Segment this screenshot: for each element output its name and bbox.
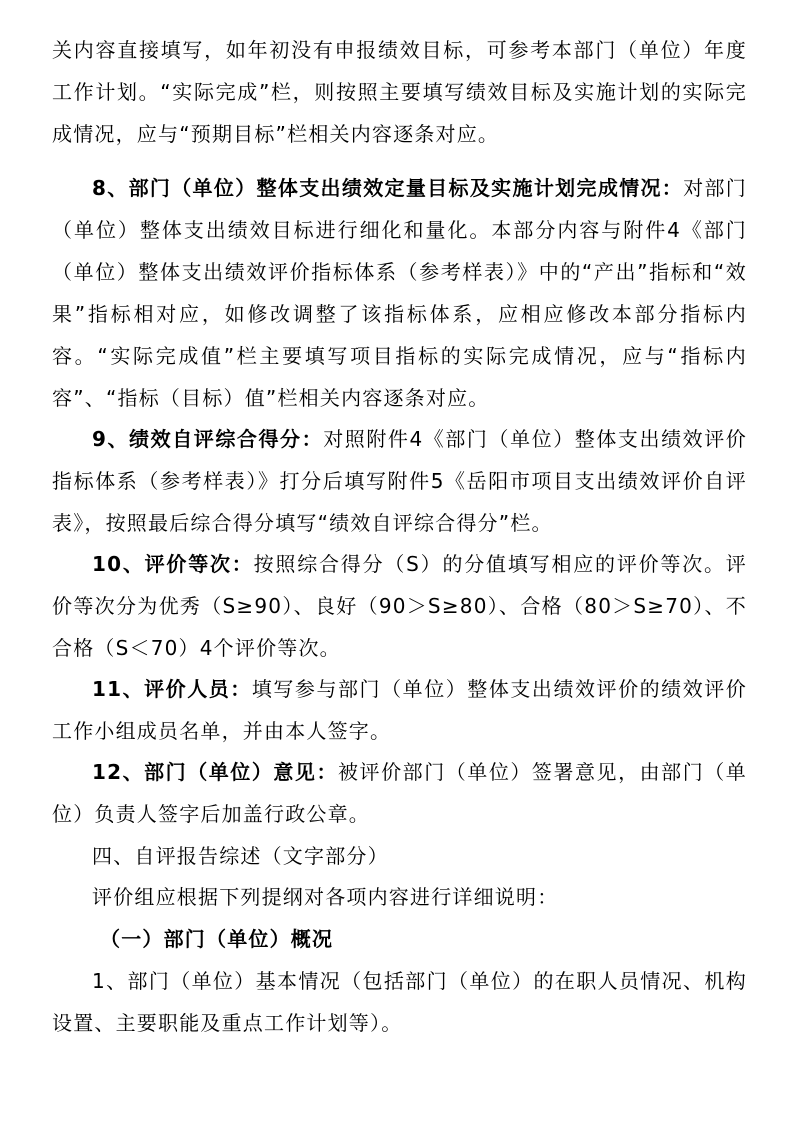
paragraph-item-12 <box>52 751 747 835</box>
item-11-text: 填写参与部门（单位）整体支出绩效评价的绩效评价工作小组成员名单，并由本人签字。 <box>52 677 747 743</box>
item-10-heading: 10、评价等次： <box>92 552 254 576</box>
section-4-heading <box>52 835 747 877</box>
paragraph-item-11 <box>52 668 747 752</box>
subsection-1-heading <box>52 918 747 960</box>
item-1-text: 1、部门（单位）基本情况（包括部门（单位）的在职人员情况、机构设置、主要职能及重点工作计划等）。 <box>52 969 747 1035</box>
section-4-title: 四、自评报告综述（文字部分） <box>92 844 389 868</box>
item-12-text: 被评价部门（单位）签署意见，由部门（单位）负责人签字后加盖行政公章。 <box>52 760 747 826</box>
item-8-heading: 8、部门（单位）整体支出绩效定量目标及实施计划完成情况： <box>92 176 684 200</box>
subsection-1-title: （一）部门（单位）概况 <box>100 927 334 951</box>
item-10-text: 按照综合得分（S）的分值填写相应的评价等次。评价等次分为优秀（S≥90）、良好（90＞S≥80）、合格（80＞S≥70）、不合格（S＜70）4个评价等次。 <box>52 552 748 660</box>
paragraph-item-1 <box>52 960 747 1044</box>
item-12-heading: 12、部门（单位）意见： <box>92 760 339 784</box>
item-9-heading: 9、绩效自评综合得分： <box>92 427 324 451</box>
paragraph-item-9 <box>52 418 747 544</box>
paragraph-item-8 <box>52 167 747 419</box>
item-11-heading: 11、评价人员： <box>92 677 252 701</box>
item-9-text: 对照附件4《部门（单位）整体支出绩效评价指标体系（参考样表）》打分后填写附件5《岳阳市项目支出绩效评价自评表》，按照最后综合得分填写“绩效自评综合得分”栏。 <box>52 427 747 535</box>
paragraph-text: 关内容直接填写，如年初没有申报绩效目标，可参考本部门（单位）年度工作计划。“实际完成”栏，则按照主要填写绩效目标及实施计划的实际完成情况，应与“预期目标”栏相关内容逐条对应。 <box>52 38 747 146</box>
paragraph-continuation <box>52 29 747 155</box>
paragraph-item-10 <box>52 543 747 669</box>
paragraph-intro <box>52 876 747 918</box>
intro-text: 评价组应根据下列提纲对各项内容进行详细说明： <box>92 885 559 909</box>
item-8-text: 对部门（单位）整体支出绩效目标进行细化和量化。本部分内容与附件4《部门（单位）整体支出绩效评价指标体系（参考样表）》中的“产出”指标和“效果”指标相对应，如修改调整了该指标体系，应相应修改本部分指标内容。“实际完成值”栏主要填写项目指标的实际完成情况，应与“指标内容”、“指标（目标）值”栏相关内容逐条对应。 <box>52 176 747 410</box>
